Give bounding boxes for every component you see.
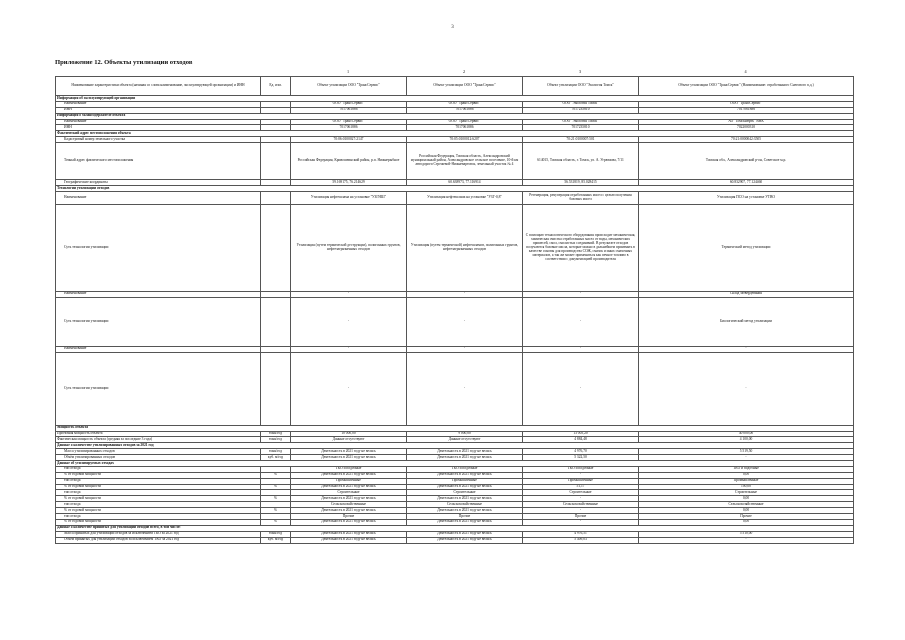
cell-object-1: Деятельность в 2021 году не велась bbox=[291, 449, 407, 455]
cell-object-4: Прочие bbox=[639, 514, 854, 520]
row-name: тип отхода bbox=[56, 502, 261, 508]
cell-object-2: - bbox=[407, 291, 523, 297]
cell-object-4: Склад затвердевания bbox=[639, 291, 854, 297]
cell-object-3: Прочие bbox=[523, 514, 639, 520]
section-title: Данные о количестве утилизированных отходов за 2021 год bbox=[56, 443, 854, 449]
cell-object-1: 7017061886 bbox=[291, 107, 407, 113]
row-name: тип отхода bbox=[56, 478, 261, 484]
row-unit: тонн/год bbox=[261, 449, 291, 455]
cell-object-2: - bbox=[407, 352, 523, 425]
cell-object-3: - bbox=[523, 496, 639, 502]
section-title: Данные об утилизируемых отходах bbox=[56, 461, 854, 467]
cell-object-3: - bbox=[523, 508, 639, 514]
header-object-3: Объект утилизации ООО "Экология Томск" bbox=[523, 77, 639, 96]
cell-object-4: ТКО и подобные bbox=[639, 466, 854, 472]
cell-object-4: 5 519,50 bbox=[639, 449, 854, 455]
row-name: Проектная мощность объекта bbox=[56, 431, 261, 437]
row-name: тип отхода bbox=[56, 490, 261, 496]
row-name: ИНН bbox=[56, 107, 261, 113]
cell-object-2: Деятельность в 2021 году не велась bbox=[407, 531, 523, 537]
cell-object-3: С помощью технологического оборудования происходит механическая, химическая очистка отработанных масел от воды, механических примесей, смол, смолистых соединений. В результате отходов получаются базовые масла, которые можно в дальнейшем применять в качестве основы для производства СОЖ, смазок и иных смазочных материалов, а так же может применяться как печное топливо в соответствии с документацией производителя bbox=[523, 204, 639, 291]
header-object-4: Объект утилизации ООО "ТрансСервис" (Наименование: отработанного Снегового п.д.) bbox=[639, 77, 854, 96]
row-name: Объём принятых для утилизации отходов за исключением ТКО за 2021 год bbox=[56, 537, 261, 543]
cell-object-3: Промышленные bbox=[523, 478, 639, 484]
column-numbers bbox=[55, 69, 853, 76]
cell-object-2: 7017061886 bbox=[407, 107, 523, 113]
cell-object-1: Деятельность в 2021 году не велась bbox=[291, 496, 407, 502]
section-title: Мощность объекта bbox=[56, 425, 854, 431]
cell-object-2: Деятельность в 2021 году не велась bbox=[407, 484, 523, 490]
cell-object-1: ООО "ТрансСервис" bbox=[291, 119, 407, 125]
cell-object-3: ООО "Экология Томск" bbox=[523, 119, 639, 125]
row-name: Наименование bbox=[56, 191, 261, 204]
cell-object-1: 59.169175, 76.214629 bbox=[291, 180, 407, 186]
cell-object-3: Строительные bbox=[523, 490, 639, 496]
header-unit: Ед. изм. bbox=[261, 77, 291, 96]
row-name: % от годовой мощности bbox=[56, 472, 261, 478]
cell-object-3: ООО "Экология Томск" bbox=[523, 101, 639, 107]
cell-object-3: 4 884,48 bbox=[523, 437, 639, 443]
cell-object-1: Прочие bbox=[291, 514, 407, 520]
cell-object-1: Утилизация (путем термической деструкции), полигонных грунтов, нефтезагрязненных отходов bbox=[291, 204, 407, 291]
cell-object-4: 70:21:0000042:3505 bbox=[639, 137, 854, 143]
cell-object-4: 0,00 bbox=[639, 519, 854, 525]
row-name: тип отхода bbox=[56, 514, 261, 520]
cell-object-4: АО "Томскнефть" ВНК bbox=[639, 119, 854, 125]
cell-object-2: ООО "ТрансСервис" bbox=[407, 101, 523, 107]
table-row bbox=[56, 537, 854, 543]
cell-object-4: 40 000,00 bbox=[639, 431, 854, 437]
cell-object-2: Деятельность в 2021 году не велась bbox=[407, 449, 523, 455]
cell-object-3: - bbox=[523, 297, 639, 346]
cell-object-4: 7017061886 bbox=[639, 107, 854, 113]
cell-object-3: - bbox=[523, 519, 639, 525]
row-name: Объём утилизированных отходов bbox=[56, 455, 261, 461]
cell-object-3: - bbox=[523, 472, 639, 478]
cell-object-1: - bbox=[291, 297, 407, 346]
cell-object-4: 0,00 bbox=[639, 496, 854, 502]
row-name: Суть технологии утилизации bbox=[56, 204, 261, 291]
cell-object-3: 5 409,03 bbox=[523, 537, 639, 543]
cell-object-1: Строительные bbox=[291, 490, 407, 496]
cell-object-4: 60.832907, 77.124460 bbox=[639, 180, 854, 186]
cell-object-1: Деятельность в 2021 году не велась bbox=[291, 455, 407, 461]
cell-object-4: 0,00 bbox=[639, 508, 854, 514]
row-unit: % bbox=[261, 484, 291, 490]
cell-object-1: ТКО и подобные bbox=[291, 466, 407, 472]
cell-object-1: ООО "ТрансСервис" bbox=[291, 101, 407, 107]
header-name: Наименование характеристики объекта (начиная со слова наименование, эксплуатирующей организации) и ИНН bbox=[56, 77, 261, 96]
table-row bbox=[56, 204, 854, 291]
section-title: Технологии утилизации отходов bbox=[56, 186, 854, 192]
row-unit bbox=[261, 143, 291, 180]
cell-object-1: Промышленные bbox=[291, 478, 407, 484]
cell-object-2: Строительные bbox=[407, 490, 523, 496]
cell-object-4: Томская обл., Александровский р-он, Советское м.р. bbox=[639, 143, 854, 180]
cell-object-1: Деятельность в 2021 году не велась bbox=[291, 508, 407, 514]
cell-object-4: - bbox=[639, 537, 854, 543]
cell-object-3: 614015, Томская область, г. Томск, ул. А. Угрюмова, 7/11 bbox=[523, 143, 639, 180]
row-name: Суть технологии утилизации bbox=[56, 352, 261, 425]
row-unit bbox=[261, 352, 291, 425]
row-name: % от годовой мощности bbox=[56, 484, 261, 490]
cell-object-4: 0,00 bbox=[639, 472, 854, 478]
cell-object-1: Данные отсутствуют bbox=[291, 437, 407, 443]
row-unit bbox=[261, 297, 291, 346]
row-name: Наименование bbox=[56, 346, 261, 352]
cell-object-4: 7022000310 bbox=[639, 125, 854, 131]
page-number: 3 bbox=[451, 25, 454, 30]
cell-object-3: 13 005,20 bbox=[523, 431, 639, 437]
cell-object-4: 4 100,00 bbox=[639, 437, 854, 443]
cell-object-1: - bbox=[291, 346, 407, 352]
cell-object-3: - bbox=[523, 352, 639, 425]
row-name: % от годовой мощности bbox=[56, 508, 261, 514]
cell-object-4: - bbox=[639, 346, 854, 352]
cell-object-2: Деятельность в 2021 году не велась bbox=[407, 537, 523, 543]
cell-object-3: 70:21:0100007:501 bbox=[523, 137, 639, 143]
column-number-2: 2 bbox=[462, 69, 466, 74]
cell-object-1: Сельскохозяйственные bbox=[291, 502, 407, 508]
cell-object-4: Утилизация ПСО на установке УТВО bbox=[639, 191, 854, 204]
row-name: Наименование bbox=[56, 101, 261, 107]
table-row bbox=[56, 352, 854, 425]
cell-object-2: Сельскохозяйственные bbox=[407, 502, 523, 508]
section-title: Данные о количестве принятых для утилизации отходов всего, в том числе: bbox=[56, 525, 854, 531]
cell-object-1: - bbox=[291, 352, 407, 425]
waste-facilities-table bbox=[55, 76, 854, 544]
cell-object-3: 4 976,70 bbox=[523, 449, 639, 455]
cell-object-2: ООО "ТрансСервис" bbox=[407, 119, 523, 125]
section-title: Информация об эксплуатирующей организации bbox=[56, 96, 854, 102]
cell-object-1: Утилизация нефтешлама на установке "УЗГНШ" bbox=[291, 191, 407, 204]
cell-object-3: - bbox=[523, 291, 639, 297]
row-name: ИНН bbox=[56, 125, 261, 131]
cell-object-1: Деятельность в 2021 году не велась bbox=[291, 519, 407, 525]
cell-object-2: Деятельность в 2021 году не велась bbox=[407, 455, 523, 461]
header-object-2: Объект утилизации ООО "ТрансСервис" bbox=[407, 77, 523, 96]
cell-object-3: Регенерация, рекуперация отработанных масел с целью получения базовых масел bbox=[523, 191, 639, 204]
cell-object-4: - bbox=[639, 455, 854, 461]
cell-object-2: 9 000,00 bbox=[407, 431, 523, 437]
row-name: % от годовой мощности bbox=[56, 519, 261, 525]
cell-object-2: Российская Федерация, Томская область, Александровский муниципальный район, Александровское сельское поселение, 10-й км автодороги Стрежевой-Нижневартовск, земельный участок № 4 bbox=[407, 143, 523, 180]
cell-object-4: ООО "ТрансСервис" bbox=[639, 101, 854, 107]
row-name: % от годовой мощности bbox=[56, 496, 261, 502]
cell-object-2: Деятельность в 2021 году не велась bbox=[407, 508, 523, 514]
table-row bbox=[56, 191, 854, 204]
row-unit: % bbox=[261, 496, 291, 502]
cell-object-2: 7017061886 bbox=[407, 125, 523, 131]
cell-object-2: Данные отсутствуют bbox=[407, 437, 523, 443]
cell-object-3: 51,17 bbox=[523, 484, 639, 490]
cell-object-2: Деятельность в 2021 году не велась bbox=[407, 519, 523, 525]
row-name: Суть технологии утилизации bbox=[56, 297, 261, 346]
row-unit: тонн/год bbox=[261, 431, 291, 437]
cell-object-2: Промышленные bbox=[407, 478, 523, 484]
row-name: Масса утилизированных отходов bbox=[56, 449, 261, 455]
column-number-4: 4 bbox=[744, 69, 747, 74]
column-number-3: 3 bbox=[578, 69, 582, 74]
row-unit: тонн/год bbox=[261, 437, 291, 443]
cell-object-3: - bbox=[523, 346, 639, 352]
cell-object-1: Деятельность в 2021 году не велась bbox=[291, 484, 407, 490]
cell-object-3: 56.531819, 85.028415 bbox=[523, 180, 639, 186]
cell-object-2: Прочие bbox=[407, 514, 523, 520]
row-unit: куб. м/год bbox=[261, 455, 291, 461]
cell-object-1: Деятельность в 2021 году не велась bbox=[291, 472, 407, 478]
cell-object-1: Деятельность в 2021 году не велась bbox=[291, 531, 407, 537]
cell-object-1: Деятельность в 2021 году не велась bbox=[291, 537, 407, 543]
cell-object-2: - bbox=[407, 346, 523, 352]
cell-object-3: 7017235810 bbox=[523, 125, 639, 131]
cell-object-1: Российская Федерация, Кривошеинский район, р.п. Нижнерыбное bbox=[291, 143, 407, 180]
cell-object-3: 5 322,50 bbox=[523, 455, 639, 461]
row-unit bbox=[261, 191, 291, 204]
cell-object-2: Деятельность в 2021 году не велась bbox=[407, 496, 523, 502]
cell-object-3: 7017235810 bbox=[523, 107, 639, 113]
row-unit: % bbox=[261, 519, 291, 525]
row-unit bbox=[261, 204, 291, 291]
cell-object-3: Сельскохозяйственные bbox=[523, 502, 639, 508]
cell-object-4: 5 510,00 bbox=[639, 531, 854, 537]
cell-object-4: 100,00 bbox=[639, 484, 854, 490]
cell-object-2: - bbox=[407, 297, 523, 346]
table-header-row bbox=[56, 77, 854, 96]
row-name: Масса принятых для утилизации отходов за исключением ТКО за 2021 год bbox=[56, 531, 261, 537]
cell-object-4: Строительные bbox=[639, 490, 854, 496]
cell-object-2: 70:05:0100012:6207 bbox=[407, 137, 523, 143]
cell-object-1: 10 000,00 bbox=[291, 431, 407, 437]
cell-object-3: ТКО и подобные bbox=[523, 466, 639, 472]
row-name: Точный адрес фактического местоположения bbox=[56, 143, 261, 180]
row-name: Фактическая мощность объекта (средняя за последние 3 года) bbox=[56, 437, 261, 443]
section-title: Информация о балансодержателе объекта bbox=[56, 113, 854, 119]
cell-object-1: 7017061886 bbox=[291, 125, 407, 131]
cell-object-1: 70:06:0100027:2147 bbox=[291, 137, 407, 143]
cell-object-4: Сельскохозяйственные bbox=[639, 502, 854, 508]
row-unit: тонн/год bbox=[261, 531, 291, 537]
cell-object-2: Деятельность в 2021 году не велась bbox=[407, 472, 523, 478]
cell-object-1: - bbox=[291, 291, 407, 297]
cell-object-2: 60.638973, 77.116914 bbox=[407, 180, 523, 186]
table-row bbox=[56, 297, 854, 346]
cell-object-4: Промышленные bbox=[639, 478, 854, 484]
cell-object-2: Утилизация (путем термической) нефтешламов, полигонных грунтов, нефтезагрязненных отходов bbox=[407, 204, 523, 291]
cell-object-4: Термический метод утилизации bbox=[639, 204, 854, 291]
cell-object-3: 4 976,51 bbox=[523, 531, 639, 537]
row-name: Кадастровый номер земельного участка bbox=[56, 137, 261, 143]
cell-object-4: - bbox=[639, 352, 854, 425]
cell-object-2: Утилизация нефтешлама на установке "УЗГ-0,8" bbox=[407, 191, 523, 204]
row-unit: куб. м/год bbox=[261, 537, 291, 543]
column-number-1: 1 bbox=[346, 69, 350, 74]
row-unit: % bbox=[261, 508, 291, 514]
cell-object-2: ТКО и подобные bbox=[407, 466, 523, 472]
row-name: тип отхода bbox=[56, 466, 261, 472]
table-row bbox=[56, 143, 854, 180]
row-name: Наименование bbox=[56, 291, 261, 297]
row-unit: % bbox=[261, 472, 291, 478]
cell-object-4: Биологический метод утилизации bbox=[639, 297, 854, 346]
section-title: Фактический адрес местоположения объекта bbox=[56, 131, 854, 137]
row-name: Географические координаты bbox=[56, 180, 261, 186]
header-object-1: Объект утилизации ООО "ТрансСервис" bbox=[291, 77, 407, 96]
row-name: Наименование bbox=[56, 119, 261, 125]
page-title: Приложение 12. Объекты утилизации отходов bbox=[55, 59, 193, 66]
